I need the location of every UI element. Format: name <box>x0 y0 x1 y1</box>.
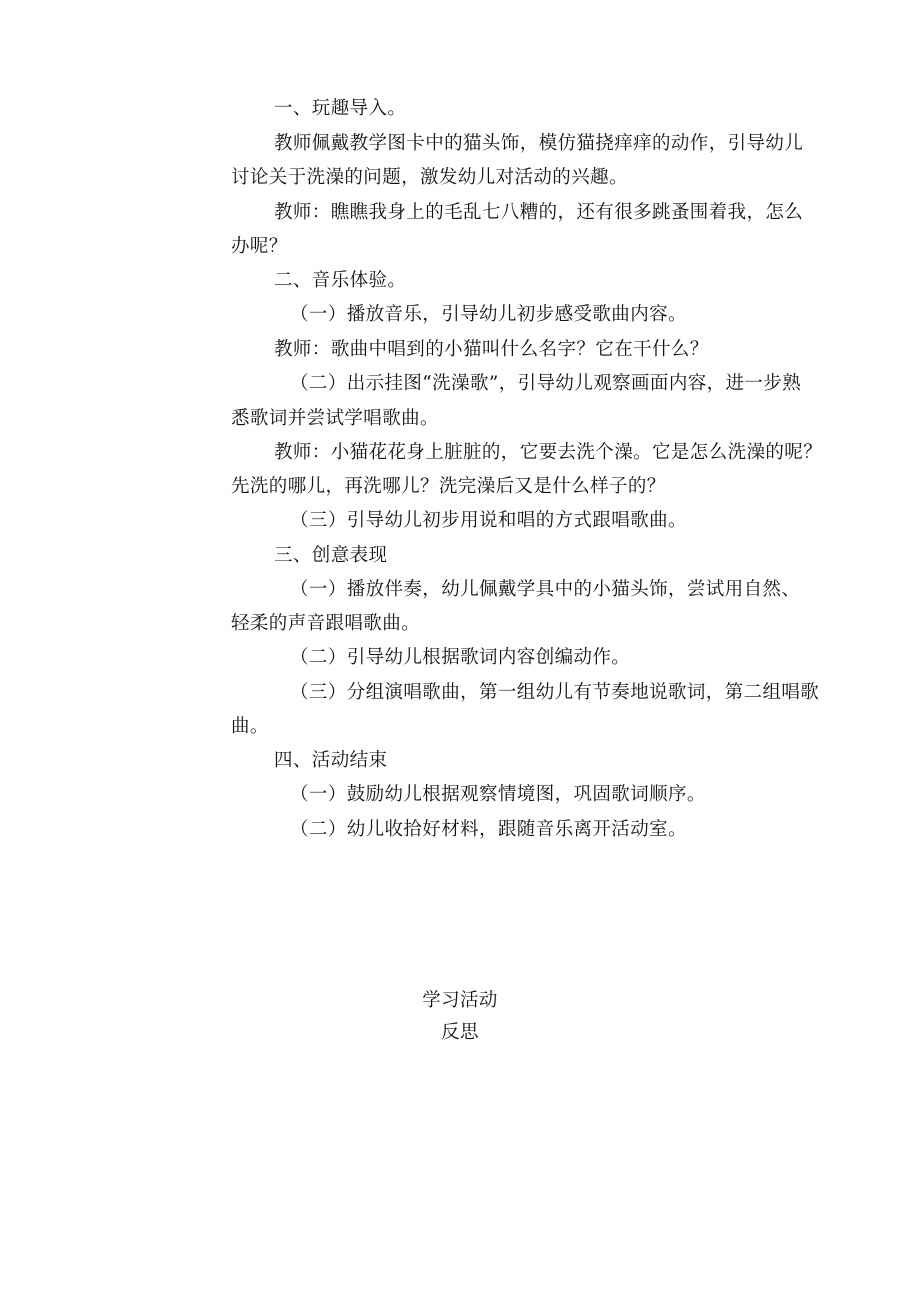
paragraph-line: 讨论关于洗澡的问题，激发幼儿对活动的兴趣。 <box>231 167 628 188</box>
paragraph-line: （二）幼儿收拾好材料，跟随音乐离开活动室。 <box>290 819 687 840</box>
paragraph-line: 教师：小猫花花身上脏脏的，它要去洗个澡。它是怎么洗澡的呢？ <box>274 442 823 463</box>
paragraph-line: （一）鼓励幼儿根据观察情境图，巩固歌词顺序。 <box>290 784 706 805</box>
paragraph-line: （三）分组演唱歌曲，第一组幼儿有节奏地说歌词，第二组唱歌 <box>290 682 820 703</box>
paragraph-line: （一）播放音乐，引导幼儿初步感受歌曲内容。 <box>290 304 687 325</box>
paragraph-line: （二）出示挂图“洗澡歌”，引导幼儿观察画面内容，进一步熟 <box>290 373 802 394</box>
paragraph-line: 教师佩戴教学图卡中的猫头饰，模仿猫挠痒痒的动作，引导幼儿 <box>274 133 804 154</box>
paragraph-line: （二）引导幼儿根据歌词内容创编动作。 <box>290 647 631 668</box>
section-heading-music: 二、音乐体验。 <box>274 270 407 291</box>
paragraph-line: （三）引导幼儿初步用说和唱的方式跟唱歌曲。 <box>290 510 687 531</box>
section-heading-creative: 三、创意表现 <box>274 545 388 566</box>
paragraph-line: 办呢？ <box>231 236 288 257</box>
paragraph-line: 先洗的哪儿，再洗哪儿？洗完澡后又是什么样子的？ <box>231 476 666 497</box>
footer-title-reflection: 反思 <box>441 1022 479 1043</box>
paragraph-line: 曲。 <box>231 716 269 737</box>
paragraph-line: 悉歌词并尝试学唱歌曲。 <box>231 408 439 429</box>
paragraph-line: （一）播放伴奏，幼儿佩戴学具中的小猫头饰，尝试用自然、 <box>290 579 801 600</box>
paragraph-line: 教师：歌曲中唱到的小猫叫什么名字？它在干什么？ <box>274 339 709 360</box>
footer-title-learning-activity: 学习活动 <box>422 990 498 1011</box>
section-heading-end: 四、活动结束 <box>274 750 388 771</box>
paragraph-line: 轻柔的声音跟唱歌曲。 <box>231 613 421 634</box>
paragraph-line: 教师：瞧瞧我身上的毛乱七八糟的，还有很多跳蚤围着我，怎么 <box>274 202 804 223</box>
section-heading-intro: 一、玩趣导入。 <box>274 98 407 119</box>
